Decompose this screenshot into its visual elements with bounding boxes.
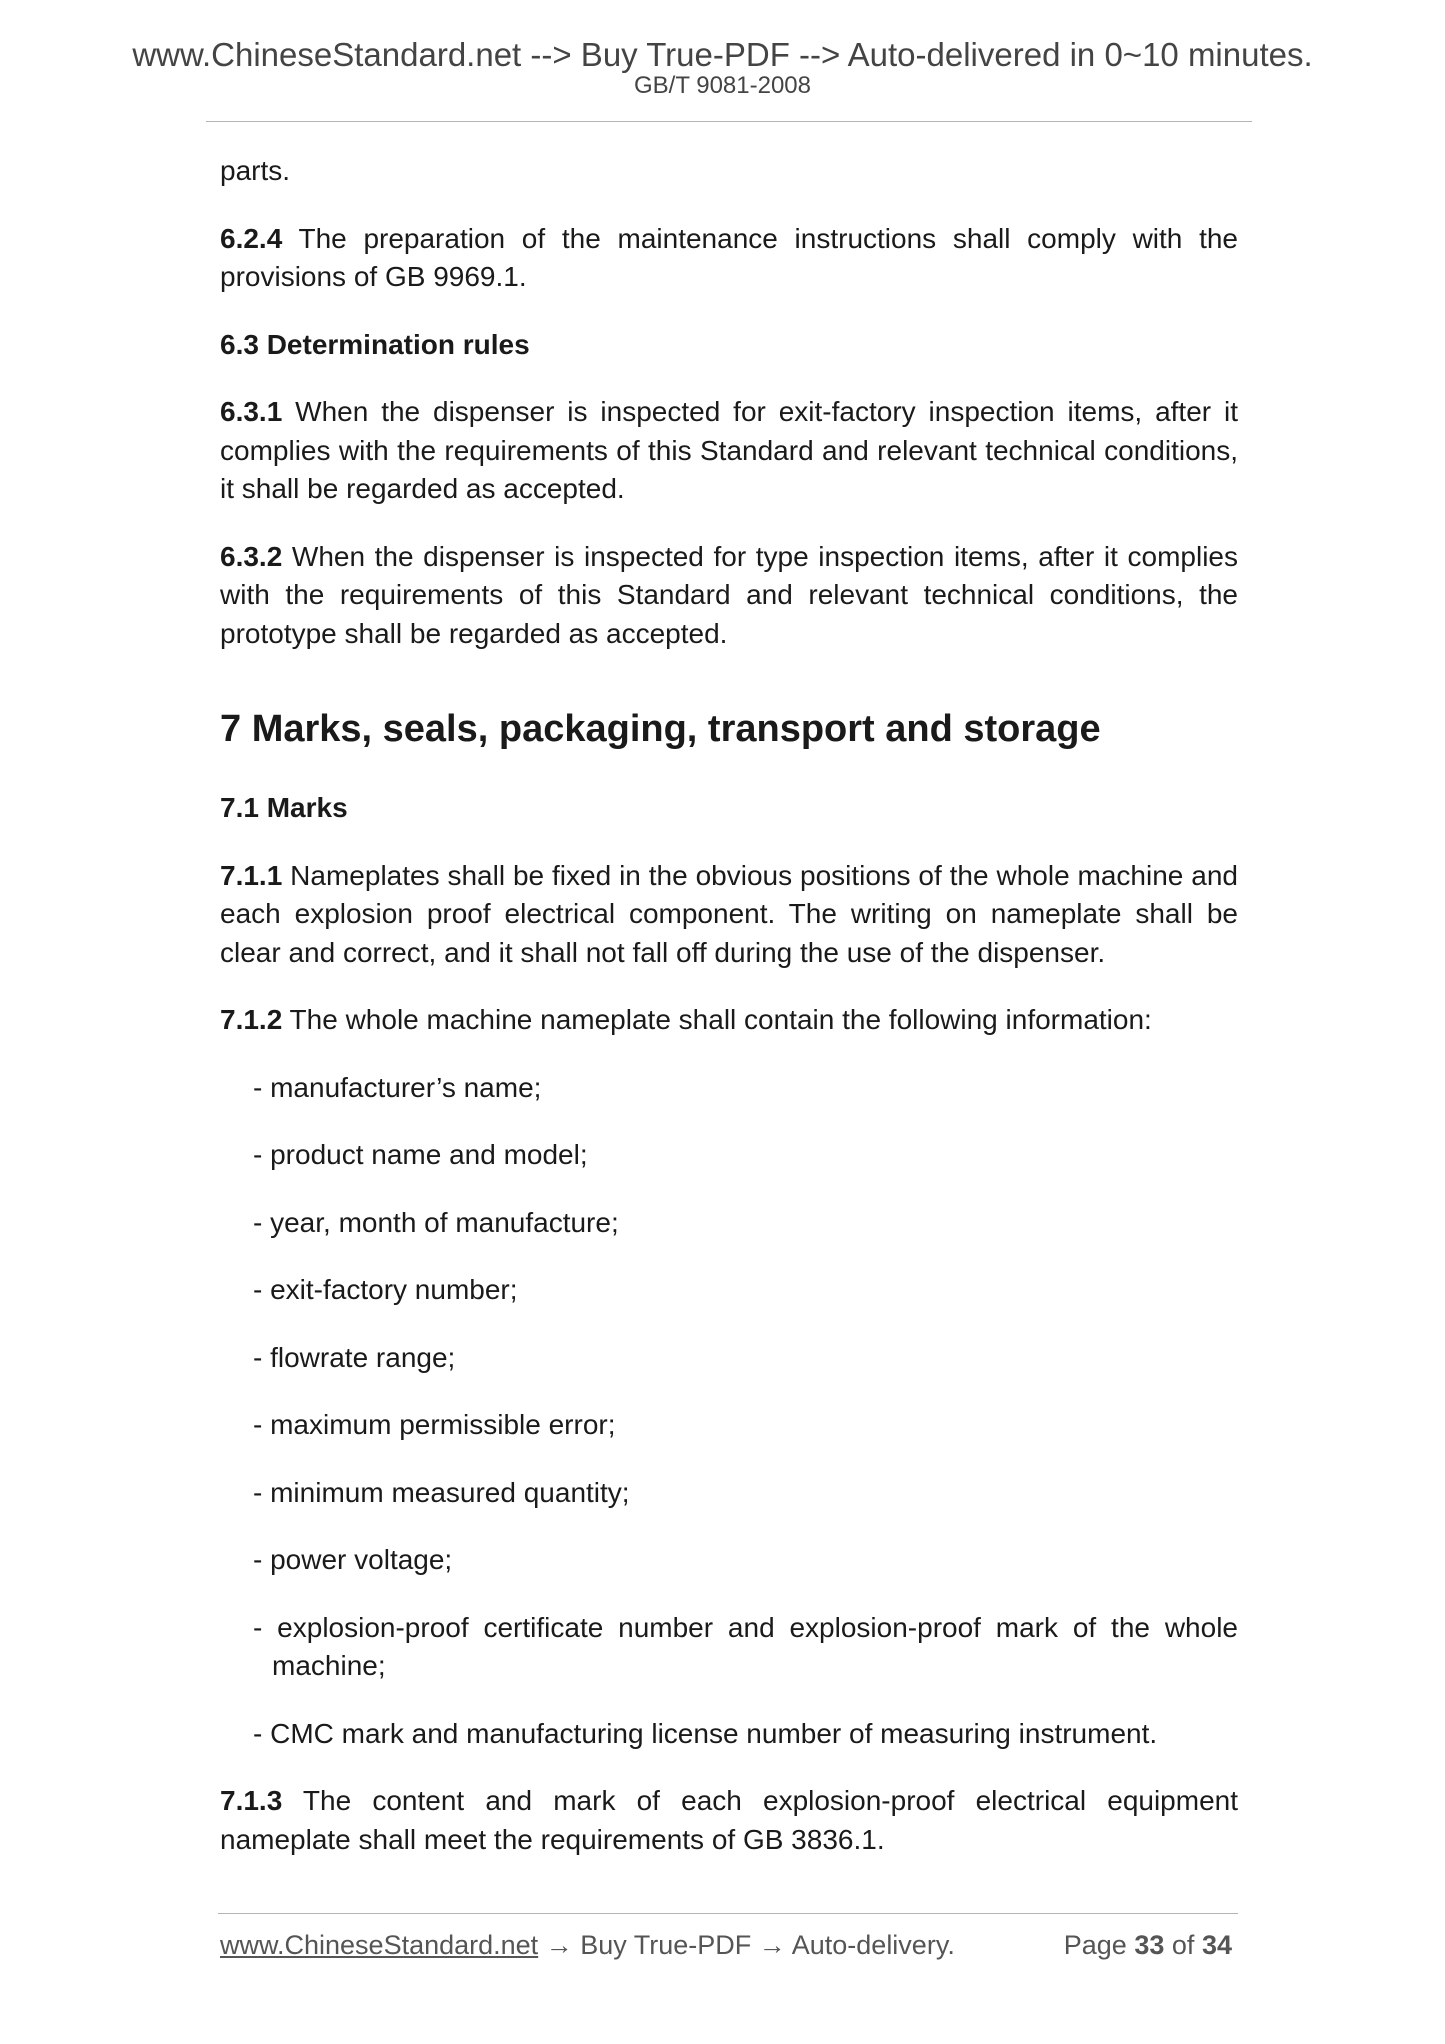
clause-7-1-3 — [220, 1782, 1238, 1859]
header-divider — [206, 121, 1252, 122]
list-item: - manufacturer’s name; — [253, 1071, 542, 1103]
list-item: - flowrate range; — [253, 1341, 456, 1373]
list-item: - power voltage; — [253, 1544, 453, 1575]
clause-6-3-1 — [220, 393, 1238, 509]
heading-6-3: 6.3 Determination rules — [220, 328, 530, 360]
list-item: - product name and model; — [253, 1139, 588, 1170]
clause-text: When the dispenser is inspected for type inspection items, after it complies with the requirements of this Standard and relevant technical conditions, the prototype shall be regarded as accepted. — [220, 540, 1238, 649]
footer-divider — [218, 1913, 1238, 1914]
paragraph-continuation: parts. — [220, 155, 291, 186]
clause-text: The preparation of the maintenance instructions shall comply with the provisions of GB 9969.1. — [220, 222, 1238, 292]
clause-6-2-4 — [220, 220, 1238, 297]
heading-section-7: 7 Marks, seals, packaging, transport and storage — [220, 708, 1101, 750]
of-word: of — [1171, 1930, 1195, 1960]
clause-number: 6.3.1 — [220, 396, 283, 427]
list-item: - minimum measured quantity; — [253, 1476, 630, 1508]
clause-text: Nameplates shall be fixed in the obvious positions of the whole machine and each explosion proof electrical component. The writing on nameplate shall be clear and correct, and it shall not fall off during the use of the dispenser. — [220, 859, 1238, 968]
clause-number: 6.2.4 — [220, 222, 283, 254]
clause-7-1-1 — [220, 857, 1238, 973]
clause-number: 7.1.1 — [220, 859, 283, 891]
list-item: - maximum permissible error; — [253, 1409, 616, 1440]
clause-number: 7.1.3 — [220, 1785, 283, 1816]
document-code: GB/T 9081-2008 — [633, 72, 811, 99]
header-banner: www.ChineseStandard.net --> Buy True-PDF --> Auto-delivered in 0~10 minutes. — [132, 36, 1313, 73]
clause-text: The content and mark of each explosion-proof electrical equipment nameplate shall meet the requirements of GB 3836.1. — [220, 1785, 1238, 1855]
clause-text: The whole machine nameplate shall contain the following information: — [282, 1004, 1152, 1035]
heading-7-1: 7.1 Marks — [220, 792, 348, 823]
footer-tagline: → Buy True-PDF → Auto-delivery. — [538, 1930, 955, 1960]
page-number: 33 — [1134, 1930, 1165, 1960]
page-content — [220, 152, 1238, 1888]
clause-6-3-2 — [220, 538, 1238, 654]
footer-site-link[interactable]: www.ChineseStandard.net — [220, 1930, 539, 1960]
list-item: - year, month of manufacture; — [253, 1206, 619, 1238]
clause-7-1-2 — [220, 1001, 1238, 1040]
list-item: - exit-factory number; — [253, 1274, 518, 1305]
list-item: - explosion-proof certificate number and explosion-proof mark of the whole machine; — [253, 1611, 1238, 1681]
page-total: 34 — [1201, 1930, 1232, 1960]
page-word: Page — [1063, 1930, 1127, 1960]
clause-number: 6.3.2 — [220, 540, 283, 572]
clause-text: When the dispenser is inspected for exit-factory inspection items, after it complies with the requirements of this Standard and relevant technical conditions, it shall be regarded as accepted. — [220, 396, 1238, 504]
list-item: - CMC mark and manufacturing license number of measuring instrument. — [253, 1717, 1158, 1749]
footer-source — [220, 1932, 955, 1959]
page-indicator — [1064, 1932, 1232, 1959]
clause-number: 7.1.2 — [220, 1004, 283, 1035]
